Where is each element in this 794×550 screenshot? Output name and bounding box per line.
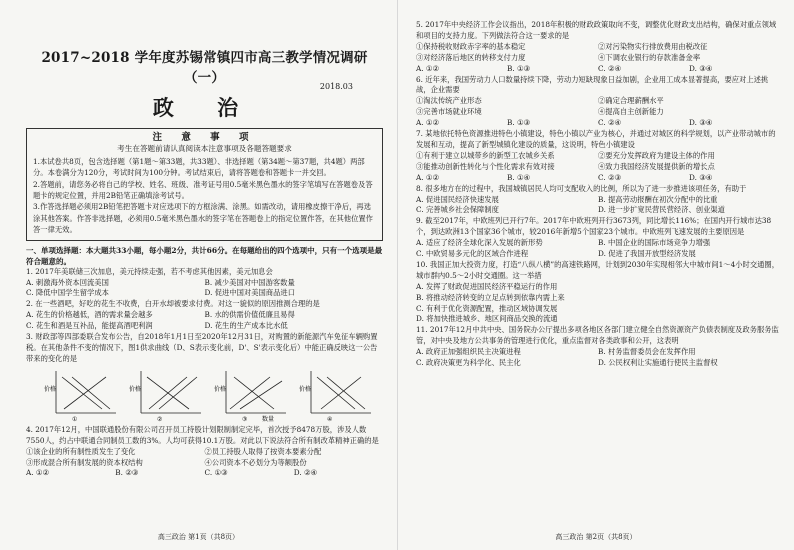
option-d: D. 花生的生产成本比水低 — [204, 321, 288, 331]
question-4 — [26, 425, 383, 480]
option-a: A. 发挥了财政促进国民经济平稳运行的作用 — [416, 281, 558, 291]
graph-2 — [127, 367, 205, 423]
question-stem: 5. 2017年中央经济工作会议指出，2018年积极的财政政策取向不变，调整优化财政支出结构，确保对重点领域和项目的支持力度。下列做法符合这一要求的是 — [416, 20, 777, 40]
option-d: D. ③④ — [689, 63, 713, 73]
statement: ②员工持股人取得了按资本要素分配 — [204, 446, 322, 456]
section-title: 一、单项选择题：本大题共33小题，每小题2分，共计66分。在每题给出的四个选项中，只有一个选项是最符合题意的。 — [26, 245, 383, 266]
exam-title: 2017~2018 学年度苏锡常镇四市高三教学情况调研（一） — [41, 50, 368, 86]
graph-number: ③ — [242, 415, 248, 423]
option-d: D. 公民权利让实施通行使民主监督权 — [598, 358, 718, 368]
option-b: B. ①③ — [507, 63, 531, 73]
option-d: D. ②④ — [293, 468, 318, 478]
question-stem: 6. 近年来，我国劳动力人口数量持续下降，劳动力短缺现象日益加剧，企业用工成本显著提高，要应对上述挑战，企业需要 — [416, 74, 769, 95]
option-a: A. 刺激海外资本回流美国 — [26, 277, 109, 287]
option-b: B. 减少美国对中国游客数量 — [204, 277, 295, 287]
option-c: C. ②④ — [598, 63, 622, 73]
question-stem: 4. 2017年12月，中国联通股份有限公司召开员工持股计划限制制定完毕，首次授予8478万股，涉及人数7550人，约占中联通合同制员工数的3%。人均可获得10.1万股。对此以下说法符合所有制改革精神正确的是 — [26, 424, 379, 445]
notice-subtitle: 考生在答题前请认真阅读本注意事项及各题答题要求 — [117, 144, 292, 154]
option-d: D. ③④ — [689, 118, 713, 128]
option-c: C. 中欧贸易多元化的区域合作进程 — [416, 249, 529, 259]
axis-price-label: 价格 — [214, 385, 227, 393]
option-a: A. 促进国民经济快速发展 — [416, 194, 499, 204]
question-stem: 7. 某地依托特色资源推进特色小镇建设，特色小镇以产业为核心，并通过对城区的科学规划，以产业带动城市的发展和互动，提高了新型城镇化建设的质量，这说明，特色小镇建设 — [416, 129, 776, 149]
option-d: D. 促进了我国开放型经济发展 — [598, 249, 696, 259]
option-b: B. 中国企业的国际市场竞争力增强 — [598, 238, 711, 248]
graph-number: ① — [72, 415, 78, 423]
graph-number: ④ — [327, 415, 333, 423]
option-a: A. 适应了经济全球化深入发展的新形势 — [416, 238, 543, 248]
statement: ③完善市场就业环境 — [416, 107, 482, 117]
supply-demand-graphs — [42, 367, 375, 423]
statement: ③对经济落后地区的转移支付力度 — [416, 52, 526, 62]
option-a: A. 花生的价格越低，酒的需求量会越多 — [26, 310, 153, 320]
statement: ①该企业的所有制性质发生了变化 — [26, 446, 136, 456]
subject-title: 政 治 — [152, 95, 257, 120]
option-c: C. ②③ — [598, 172, 622, 182]
page-right — [397, 0, 794, 550]
statement: ④下调农业银行的存款准备金率 — [598, 52, 701, 62]
question-stem: 8. 很多地方在的过程中，我国城镇居民人均可支配收入的比例，所以为了进一步推进该项任务，有助于 — [416, 183, 747, 193]
question-stem: 9. 截至2017年，中欧班列已开行7年。2017年中欧班列开行3673列，同比增长116%；在国内开行城市达38个，到达欧洲13个国家36个城市，较2016年新增5个国家23个城市。中欧班列飞速发展的主要原因是 — [416, 216, 772, 237]
notice-title: 注 意 事 项 — [152, 132, 257, 143]
question-stem: 3. 财政部等四部委联合发布公告，自2018年1月1日至2020年12月31日，对购置的新能源汽车免征车辆购置税。在其他条件不变的情况下，图1供求曲线（D、S表示变化前，D'、S'表示变化后）中能正确反映这一公告带来的变化的是 — [26, 332, 378, 363]
axis-price-label: 价格 — [44, 385, 57, 393]
option-d: D. ③④ — [689, 172, 713, 182]
graph-3 — [212, 367, 290, 423]
option-b: B. 村务监督委员会在发挥作用 — [598, 347, 696, 357]
statement: ①有利于建立以城带乡的新型工农城乡关系 — [416, 150, 555, 160]
option-a: A. ①② — [416, 118, 439, 128]
notice-item: 1.本试卷共8页，包含选择题（第1题～第33题，共33题）、非选择题（第34题～第37题，共4题）两部分。本卷满分为120分，考试时间为100分钟。考试结束后，请将答题卷和答题卡一并交回。 — [33, 156, 365, 178]
question-stem: 11. 2017年12月中共中央、国务院办公厅提出多项各地区各部门建立健全自然资源资产负债表制度及政务服务监管，对中央及地方公共事务的管理进行优化，重点监督对各类政事和公开，这表明 — [416, 325, 779, 346]
exam-date: 2018.03 — [319, 82, 353, 91]
question-7 — [416, 129, 780, 184]
option-b: B. 将推动经济转变的立足点转到依靠内需上来 — [416, 292, 565, 302]
question-5 — [416, 20, 780, 75]
question-stem: 2. 在一些酒吧，好吃的花生不收费，白开水却被要求付费。对这一貌似的原因推测合理的是 — [26, 299, 320, 309]
option-b: B. ②③ — [115, 468, 139, 478]
option-d: D. 进一步扩宽民营民营经济、创业渠道 — [598, 205, 725, 215]
statement: ③能推动创新性转化与个性化需求有效对接 — [416, 161, 555, 171]
option-b: B. ①③ — [507, 118, 531, 128]
graph-4 — [297, 367, 375, 423]
statement: ④公司资本不必划分为等额股份 — [204, 457, 307, 467]
notice-box — [26, 128, 383, 241]
option-c: C. 完善城乡社会保障制度 — [416, 205, 499, 215]
question-1 — [26, 267, 383, 300]
notice-item: 3.作答选择题必须用2B铅笔把答题卡对应选项下的方框涂满、涂黑。如需改动，请用橡皮擦干净后，再选涂其他答案。作答非选择题，必须用0.5毫米黑色墨水的签字笔在答题卷上的指定位置作答，在其他位置作答一律无效。 — [33, 202, 373, 235]
question-stem: 1. 2017年美联储三次加息，美元持续走强，若不考虑其他因素，美元加息会 — [26, 266, 273, 276]
question-3 — [26, 332, 383, 423]
question-10 — [416, 260, 780, 325]
question-11 — [416, 325, 780, 369]
option-c: C. 花生和酒是互补品，能提高酒吧利润 — [26, 321, 153, 331]
axis-price-label: 价格 — [299, 385, 312, 393]
statement: ①保持税收财政赤字率的基本稳定 — [416, 41, 526, 51]
option-b: B. ①④ — [507, 172, 531, 182]
option-b: B. 水的供需价值低廉且易得 — [204, 310, 295, 320]
option-b: B. 提高劳动报酬在初次分配中的比重 — [598, 194, 718, 204]
option-c: C. 有利于优化资源配置，推动区域协调发展 — [416, 303, 558, 313]
statement: ④提高自主创新能力 — [598, 107, 664, 117]
statement: ③形成混合所有制发展的资本权结构 — [26, 457, 143, 467]
question-8 — [416, 184, 780, 217]
option-c: C. 政府决策更为科学化、民主化 — [416, 358, 521, 368]
question-6 — [416, 75, 780, 130]
option-c: C. ①③ — [204, 468, 228, 478]
page-footer: 高三政治 第2页（共8页） — [555, 533, 637, 541]
graph-number: ② — [157, 415, 163, 423]
page-footer: 高三政治 第1页（共8页） — [157, 533, 240, 541]
question-2 — [26, 299, 383, 332]
axis-quantity-label: 数量 — [262, 415, 275, 423]
axis-price-label: 价格 — [129, 385, 142, 393]
option-d: D. 将加快推进城乡、地区间商品交换的流通 — [416, 314, 558, 324]
statement: ①淘汰传统产业形态 — [416, 96, 482, 106]
option-c: C. 降低中国学生留学成本 — [26, 288, 109, 298]
option-a: A. ①② — [416, 63, 439, 73]
option-c: C. ②④ — [598, 118, 622, 128]
option-a: A. ①② — [416, 172, 439, 182]
statement: ②确定合理薪酬水平 — [598, 96, 664, 106]
option-a: A. ①② — [26, 468, 49, 478]
graph-1 — [42, 367, 120, 423]
statement: ②对污染物实行排放费用由税改征 — [598, 41, 708, 51]
statement: ④致力我国经济发展提供新的增长点 — [598, 161, 715, 171]
option-a: A. 政府正加强组织民主决策进程 — [416, 347, 521, 357]
statement: ②要充分发挥政府为建设主体的作用 — [598, 150, 715, 160]
notice-item: 2.答题前，请您务必将自己的学校、姓名、班级、准考证号用0.5毫米黑色墨水的签字笔填写在答题卷及答题卡的规定位置，并用2B铅笔正确填涂考试号。 — [33, 179, 373, 201]
option-d: D. 促进中国对美国商品进口 — [204, 288, 295, 298]
question-stem: 10. 我国正加大投资力度，打造“八纵八横”的高速铁路网，计划到2030年实现相邻大中城市间1～4小时交通圈，城市群内0.5～2小时交通圈。这一举措 — [416, 259, 780, 280]
question-9 — [416, 216, 780, 260]
